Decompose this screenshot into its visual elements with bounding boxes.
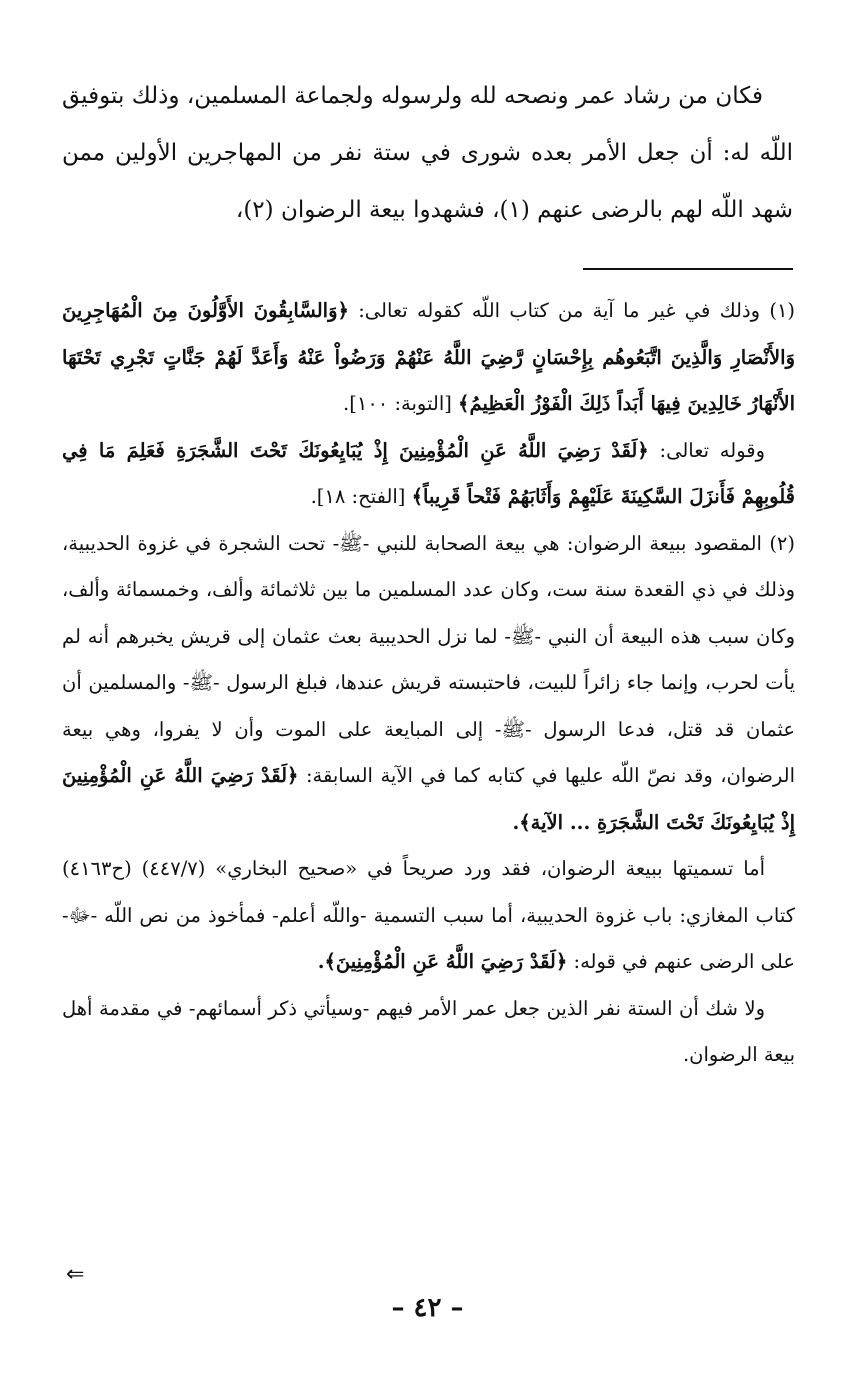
footnote-2: [62, 521, 795, 847]
footnote-1-ref-1: [التوبة: ١٠٠].: [343, 392, 452, 415]
footnote-2-number: (٢): [769, 531, 796, 555]
footnote-2-para-2-text: أما تسميتها ببيعة الرضوان، فقد ورد صريحاً في «صحيح البخاري» (٤٤٧/٧) (ح٤١٦٣) كتاب المغازي: باب غزوة الحديبية، أما سبب التسمية -واللّه أعلم- فمأخوذ من نص اللّه -ﷻ- على الرضى عنهم في قوله:: [62, 857, 795, 973]
footnote-2-verse-3: ﴿لَقَدْ رَضِيَ اللَّهُ عَنِ الْمُؤْمِنِينَ﴾.: [317, 950, 568, 973]
footnote-1: [62, 288, 795, 428]
footnote-1-number: (١): [769, 299, 796, 322]
footnote-1-verse-2: ﴿لَقَدْ رَضِيَ اللَّهُ عَنِ الْمُؤْمِنِينَ إِذْ يُبَايِعُونَكَ تَحْتَ الشَّجَرَةِ فَعَلِمَ مَا فِي قُلُوبِهِمْ فَأَنزَلَ السَّكِينَةَ عَلَيْهِمْ وَأَثَابَهُمْ فَتْحاً قَرِيباً﴾: [62, 438, 795, 508]
footnote-2-verse: ﴿لَقَدْ رَضِيَ اللَّهُ عَنِ الْمُؤْمِنِينَ إِذْ يُبَايِعُونَكَ تَحْتَ الشَّجَرَةِ ... الآية﴾.: [62, 764, 795, 834]
footnote-1-continued: [62, 428, 795, 521]
footnote-2-paragraph-2: [62, 846, 795, 986]
footnote-1-lead: وذلك في غير ما آية من كتاب اللّه كقوله تعالى:: [358, 299, 761, 322]
footnote-2-paragraph-3: ولا شك أن الستة نفر الذين جعل عمر الأمر فيهم -وسيأتي ذكر أسمائهم- في مقدمة أهل بيعة الرضوان.: [62, 996, 795, 1066]
footnote-1-verse-1: ﴿وَالسَّابِقُونَ الأَوَّلُونَ مِنَ الْمُهَاجِرِينَ وَالأَنْصَارِ وَالَّذِينَ اتَّبَعُوهُم بِإِحْسَانٍ رَّضِيَ اللَّهُ عَنْهُمْ وَرَضُواْ عَنْهُ وَأَعَدَّ لَهُمْ جَنَّاتٍ تَجْرِي تَحْتَهَا الأَنْهَارُ خَالِدِينَ فِيهَا أَبَداً ذَلِكَ الْفَوْزُ الْعَظِيمُ﴾: [62, 299, 795, 415]
main-paragraph: فكان من رشاد عمر ونصحه لله ولرسوله ولجماعة المسلمين، وذلك بتوفيق اللّه له: أن جعل الأمر بعده شورى في ستة نفر من المهاجرين الأولين ممن شهد اللّه لهم بالرضى عنهم (١)، فشهدوا بيعة الرضوان (٢)،: [62, 83, 793, 223]
page-number: – ٤٢ –: [391, 1293, 464, 1323]
continue-arrow-icon: ⇐: [66, 1262, 85, 1287]
main-text: [62, 68, 793, 239]
footnote-2-text: المقصود ببيعة الرضوان: هي بيعة الصحابة للنبي -ﷺ- تحت الشجرة في غزوة الحديبية، وذلك في ذي القعدة سنة ست، وكان عدد المسلمين ما بين ثلاثمائة وألف، وخمسمائة وألف، وكان سبب هذه البيعة أن النبي -ﷺ- لما نزل الحديبية بعث عثمان إلى قريش يخبرهم أنه لم يأت لحرب، وإنما جاء زائراً للبيت، فاحتبسته قريش عندها، فبلغ الرسول -ﷺ- والمسلمين أن عثمان قد قتل، فدعا الرسول -ﷺ- إلى المبايعة على الموت وأن لا يفروا، وهي بيعة الرضوان، وقد نصّ اللّه عليها في كتابه كما في الآية السابقة:: [62, 531, 795, 787]
footnotes: [62, 288, 795, 1079]
footnote-separator: [583, 268, 793, 270]
footnote-1-ref-2: [الفتح: ١٨].: [310, 485, 406, 508]
footnote-1-lead-2: وقوله تعالى:: [659, 438, 766, 462]
